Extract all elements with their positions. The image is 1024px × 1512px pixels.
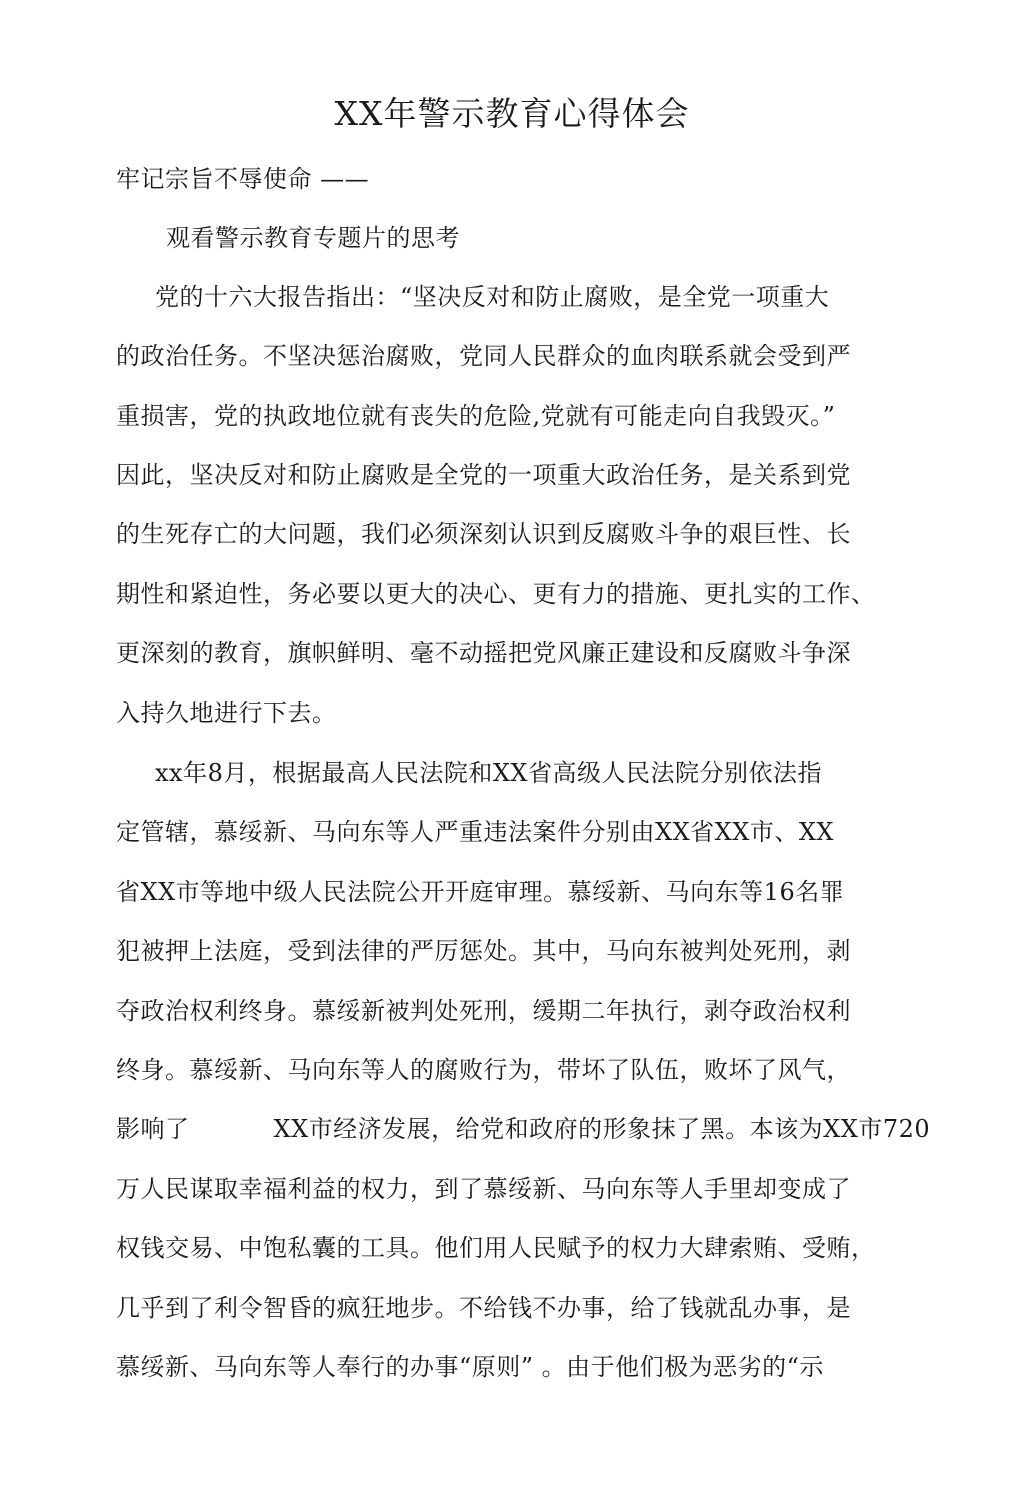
paragraph-line: 定管辖，慕绥新、马向东等人严重违法案件分别由XX省XX市、XX: [116, 818, 835, 846]
paragraph-line: 期性和紧迫性，务必要以更大的决心、更有力的措施、更扎实的工作、: [116, 580, 876, 608]
paragraph-line: 党的十六大报告指出：“坚决反对和防止腐败，是全党一项重大: [155, 283, 830, 311]
paragraph-line: 犯被押上法庭，受到法律的严厉惩处。其中，马向东被判处死刑，剥: [116, 937, 851, 965]
paragraph-line: 更深刻的教育，旗帜鲜明、毫不动摇把党风廉正建设和反腐败斗争深: [116, 639, 851, 667]
paragraph-line: 重损害，党的执政地位就有丧失的危险,党就有可能走向自我毁灭。”: [116, 402, 836, 430]
paragraph-line: 慕绥新、马向东等人奉行的办事“原则” 。由于他们极为恶劣的“示: [116, 1353, 824, 1381]
paragraph-line: 入持久地进行下去。: [116, 699, 337, 727]
paragraph-line: 因此，坚决反对和防止腐败是全党的一项重大政治任务，是关系到党: [116, 461, 851, 489]
paragraph-text: XX市经济发展，给党和政府的形象抹了黑。本该为XX市720: [273, 1115, 931, 1143]
subtitle-line-1: 牢记宗旨不辱使命 ——: [116, 165, 370, 193]
paragraph-line: 省XX市等地中级人民法院公开开庭审理。慕绥新、马向东等16名罪: [116, 878, 845, 906]
paragraph-line: xx年8月，根据最高人民法院和XX省高级人民法院分别依法指: [155, 759, 823, 787]
subtitle-line-2: 观看警示教育专题片的思考: [166, 224, 460, 252]
paragraph-line: 的生死存亡的大问题，我们必须深刻认识到反腐败斗争的艰巨性、长: [116, 520, 851, 548]
paragraph-line: 万人民谋取幸福利益的权力，到了慕绥新、马向东等人手里却变成了: [116, 1175, 851, 1203]
paragraph-line: 权钱交易、中饱私囊的工具。他们用人民赋予的权力大肆索贿、受贿，: [116, 1234, 876, 1262]
paragraph-line: 终身。慕绥新、马向东等人的腐败行为，带坏了队伍，败坏了风气，: [116, 1056, 851, 1084]
paragraph-line: 夺政治权利终身。慕绥新被判处死刑，缓期二年执行，剥夺政治权利: [116, 997, 851, 1025]
paragraph-line: 的政治任务。不坚决惩治腐败，党同人民群众的血肉联系就会受到严: [116, 342, 851, 370]
paragraph-text: 影响了: [116, 1115, 190, 1143]
paragraph-line: 几乎到了利令智昏的疯狂地步。不给钱不办事，给了钱就乱办事，是: [116, 1294, 851, 1322]
paragraph-line: [116, 1113, 930, 1145]
document-title: XX年警示教育心得体会: [334, 94, 690, 133]
